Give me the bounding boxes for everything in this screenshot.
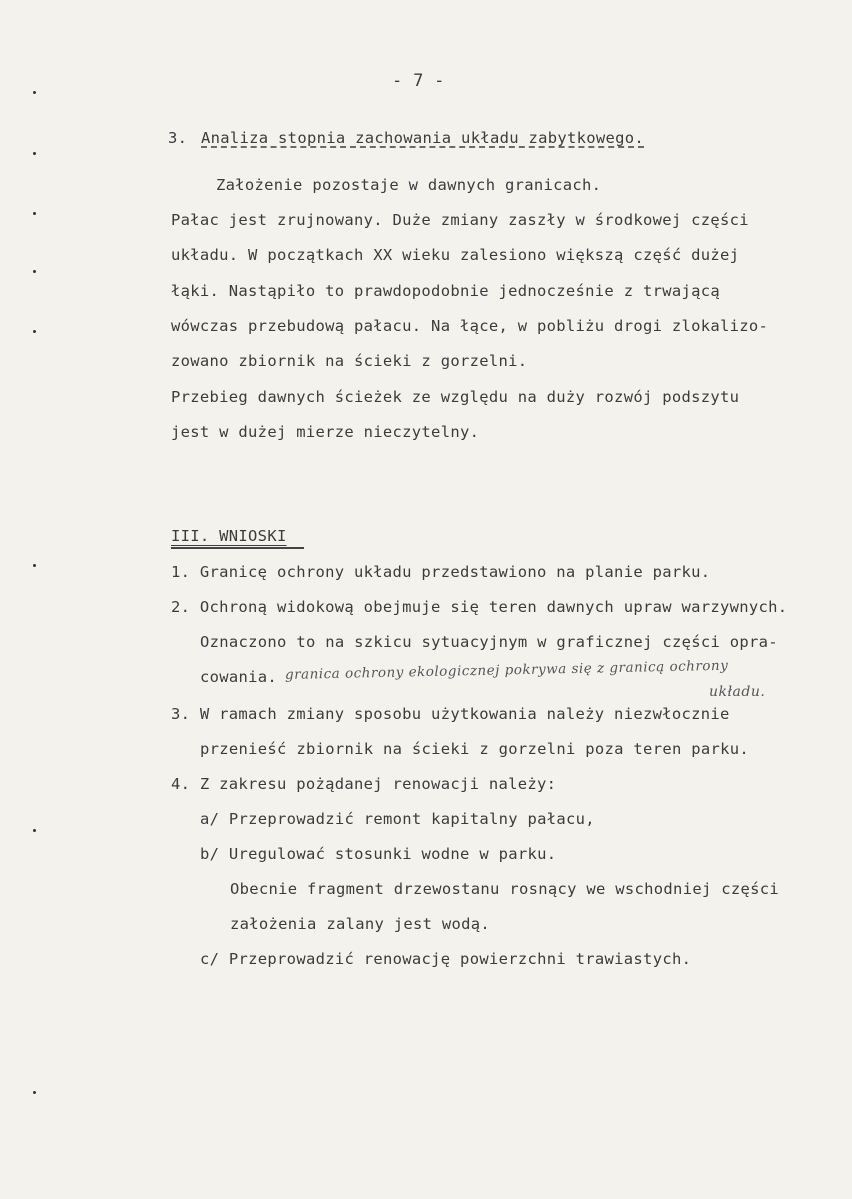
list-item: 2. Ochroną widokową obejmuje się teren dawnych upraw warzywnych.	[171, 598, 788, 616]
paragraph-line: zowano zbiornik na ścieki z gorzelni.	[171, 352, 528, 370]
handwritten-note: granica ochrony ekologicznej pokrywa się z granicą ochrony	[284, 657, 729, 683]
list-item: a/ Przeprowadzić remont kapitalny pałacu,	[200, 810, 595, 828]
list-item: c/ Przeprowadzić renowację powierzchni trawiastych.	[200, 950, 692, 968]
margin-dot	[33, 330, 36, 333]
list-item: 4. Z zakresu pożądanej renowacji należy:	[171, 775, 557, 793]
margin-dot	[33, 270, 36, 273]
margin-dot	[33, 152, 36, 155]
margin-dot	[33, 829, 36, 832]
paragraph-line: układu. W początkach XX wieku zalesiono większą część dużej	[171, 246, 740, 264]
paragraph-line: Założenie pozostaje w dawnych granicach.	[216, 176, 602, 194]
list-item: 1. Granicę ochrony układu przedstawiono na planie parku.	[171, 563, 711, 581]
heading-rule	[171, 547, 304, 549]
margin-dot	[33, 91, 36, 94]
paragraph-line: wówczas przebudową pałacu. Na łące, w pobliżu drogi zlokalizo-	[171, 317, 769, 335]
handwritten-note: układu.	[709, 684, 766, 700]
paragraph-line: jest w dużej mierze nieczytelny.	[171, 423, 480, 441]
page-number: - 7 -	[392, 71, 445, 91]
list-item: przenieść zbiornik na ścieki z gorzelni poza teren parku.	[200, 740, 750, 758]
section-title: III. WNIOSKI	[171, 527, 287, 545]
margin-dot	[33, 212, 36, 215]
paragraph-line: Przebieg dawnych ścieżek ze względu na duży rozwój podszytu	[171, 388, 740, 406]
paragraph-line: łąki. Nastąpiło to prawdopodobnie jednocześnie z trwającą	[171, 282, 721, 300]
list-item: Obecnie fragment drzewostanu rosnący we wschodniej części	[230, 880, 780, 898]
paragraph-line: Pałac jest zrujnowany. Duże zmiany zaszły w środkowej części	[171, 211, 749, 229]
list-item: Oznaczono to na szkicu sytuacyjnym w graficznej części opra-	[200, 633, 778, 651]
list-item: założenia zalany jest wodą.	[230, 915, 491, 933]
margin-dot	[33, 564, 36, 567]
margin-dot	[33, 1091, 36, 1094]
section-title: Analiza stopnia zachowania układu zabytkowego.	[201, 129, 645, 147]
list-item: 3. W ramach zmiany sposobu użytkowania należy niezwłocznie	[171, 705, 730, 723]
section-number: 3.	[168, 129, 188, 147]
list-item: cowania.	[200, 668, 278, 686]
list-item: b/ Uregulować stosunki wodne w parku.	[200, 845, 557, 863]
